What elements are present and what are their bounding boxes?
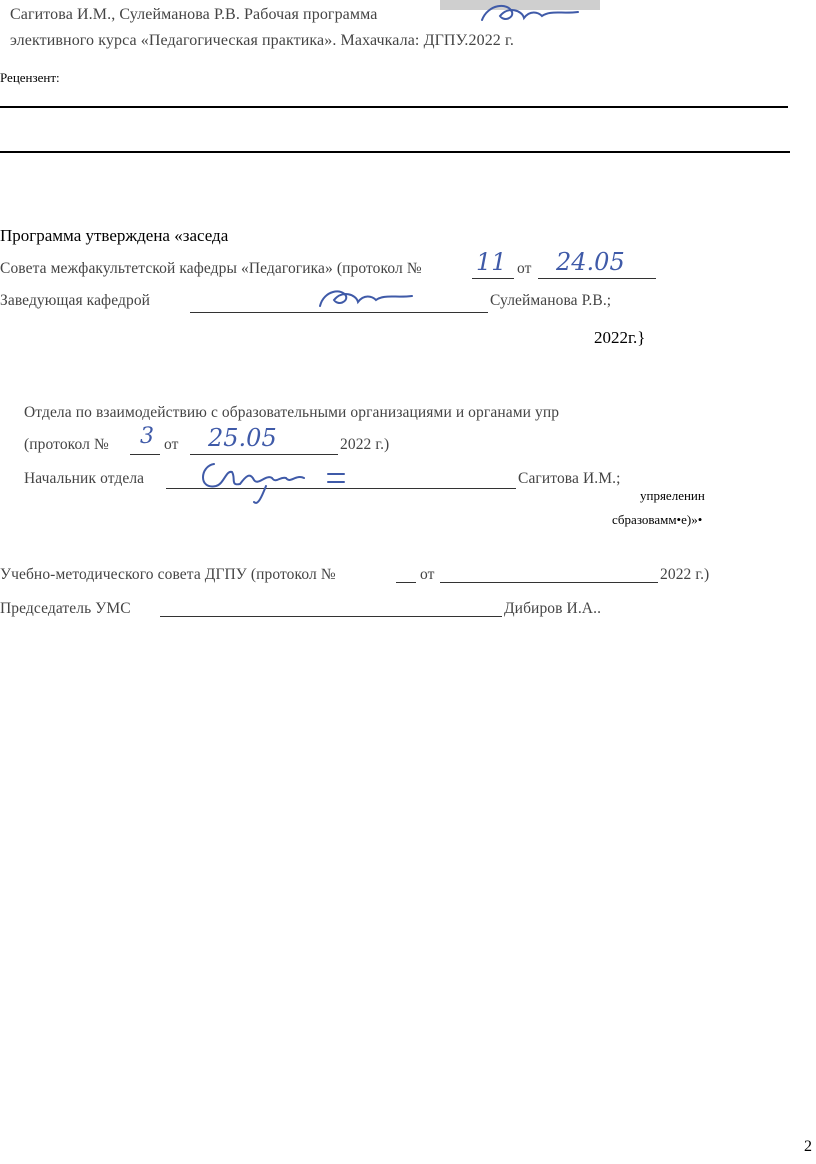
ums-chair-signature-line [160,616,502,617]
ums-from-label: от [420,566,435,583]
ums-chair-label: Председатель УМС [0,600,131,617]
chair-date-underline [538,278,656,279]
ums-year-suffix: 2022 г.) [660,566,710,583]
ums-date-underline [440,582,658,583]
dept-from-label: от [164,436,179,453]
reviewer-line-1 [0,106,788,108]
ums-chair-name: Дибиров И.А.. [504,600,602,617]
chair-from-label: от [517,260,532,277]
signature-chair-head [316,286,416,312]
chair-head-label: Заведующая кафедрой [0,292,151,309]
dept-date-underline [190,454,338,455]
chair-head-name: Сулейманова Р.В.; [490,292,612,309]
chair-date: 24.05 [556,248,625,276]
dept-head-label: Начальник отдела [24,470,145,487]
reviewer-label: Рецензент: [0,70,60,85]
dept-protocol-no: 3 [140,424,154,449]
dept-protocol-underline [130,454,160,455]
dept-line: Отдела по взаимодействию с образовательными организациями и органами упр [24,404,560,421]
page-number: 2 [804,1138,812,1155]
dept-note-line-2: сбразовамм•е)»• [612,512,703,527]
dept-year-suffix: 2022 г.) [340,436,390,453]
dept-date: 25.05 [208,424,277,452]
signature-dept-head [196,456,356,508]
approved-line: Программа утверждена «заседа [0,226,229,245]
dept-protocol-prefix: (протокол № [24,436,109,453]
chair-head-signature-line [190,312,488,313]
chair-protocol-underline [472,278,514,279]
ums-protocol-underline [396,582,416,583]
chair-year: 2022г.} [594,328,646,347]
ums-council-line: Учебно-методического совета ДГПУ (протокол № [0,566,336,583]
signature-header [478,0,588,28]
reviewer-line-2 [0,151,790,153]
dept-head-name: Сагитова И.М.; [518,470,621,487]
dept-note-line-1: упряеленин [640,488,705,503]
header-line-1: Сагитова И.М., Сулейманова Р.В. Рабочая программа [10,6,378,23]
chair-protocol-no: 11 [476,248,507,276]
chair-council-line: Совета межфакультетской кафедры «Педагогика» (протокол № [0,260,422,277]
header-line-2: элективного курса «Педагогическая практика». Махачкала: ДГПУ.2022 г. [10,32,514,49]
